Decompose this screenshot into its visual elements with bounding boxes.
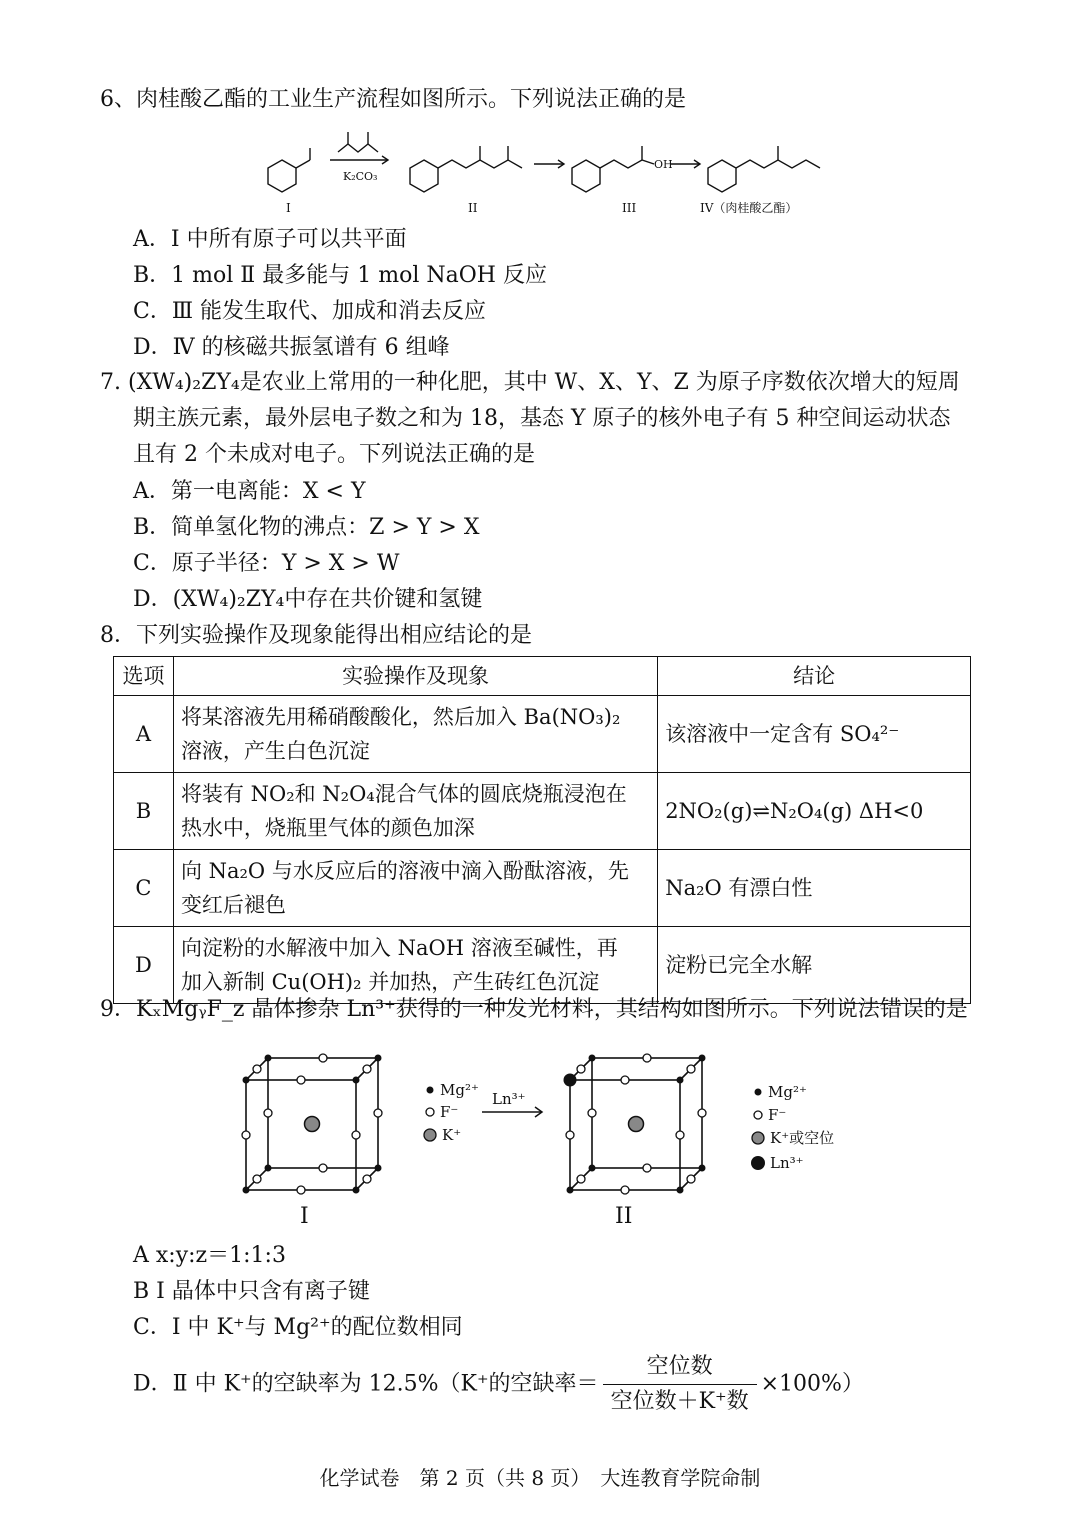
legend1-mg: Mg²⁺ (440, 1081, 479, 1099)
reagent-label: K₂CO₃ (343, 170, 378, 183)
row-operation (173, 773, 657, 850)
table-row (114, 696, 971, 773)
oh-label: OH (654, 158, 673, 171)
vacancy-fraction (603, 1352, 757, 1417)
table-row (114, 850, 971, 927)
q9-option-d-suffix: ×100%） (760, 1371, 864, 1397)
arrow-label: Ln³⁺ (492, 1090, 526, 1108)
row-option: C (114, 850, 174, 927)
q9-option-c: C．Ⅰ 中 K⁺与 Mg²⁺的配位数相同 (133, 1315, 463, 1340)
compound-label-4: IV（肉桂酸乙酯） (700, 201, 798, 215)
row-option: B (114, 773, 174, 850)
table-row (114, 927, 971, 1004)
row-conclusion: 该溶液中一定含有 SO₄²⁻ (658, 696, 971, 773)
row-option: D (114, 927, 174, 1004)
page-footer: 化学试卷 第 2 页（共 8 页） 大连教育学院命制 (319, 1466, 761, 1490)
q9-stem: 9．KₓMgᵧF_z 晶体掺杂 Ln³⁺获得的一种发光材料，其结构如图所示。下列说法错误的是 (100, 997, 968, 1022)
compound-label-1: I (286, 201, 291, 215)
operation-line: 将某溶液先用稀硝酸酸化，然后加入 Ba(NO₃)₂ (180, 705, 621, 729)
experiment-table (113, 656, 971, 1004)
operation-line: 向 Na₂O 与水反应后的溶液中滴入酚酞溶液，先 (180, 859, 629, 883)
q9-option-b: B Ⅰ 晶体中只含有离子键 (133, 1279, 370, 1304)
legend2-mg: Mg²⁺ (768, 1083, 807, 1101)
q7-option-c: C．原子半径：Y > X > W (133, 551, 400, 576)
legend1-k: K⁺ (442, 1126, 462, 1144)
row-option: A (114, 696, 174, 773)
q6-option-c: C．Ⅲ 能发生取代、加成和消去反应 (133, 299, 487, 324)
header-operation: 实验操作及现象 (173, 657, 657, 696)
legend2-k-or-vacancy: K⁺或空位 (770, 1129, 835, 1147)
q6-option-d: D．Ⅳ 的核磁共振氢谱有 6 组峰 (133, 335, 450, 360)
q9-option-d (133, 1352, 864, 1417)
legend2-f: F⁻ (768, 1106, 787, 1124)
header-option: 选项 (114, 657, 174, 696)
q7-option-b: B．简单氢化物的沸点：Z > Y > X (133, 515, 480, 540)
operation-line: 热水中，烧瓶里气体的颜色加深 (180, 816, 475, 840)
q7-stem-line-2: 期主族元素，最外层电子数之和为 18，基态 Y 原子的核外电子有 5 种空间运动状态 (133, 406, 951, 431)
fraction-numerator: 空位数 (603, 1352, 757, 1385)
q9-option-a: A x:y:z＝1:1:3 (133, 1243, 286, 1268)
q8-stem: 8．下列实验操作及现象能得出相应结论的是 (100, 623, 532, 648)
q7-stem-line-3: 且有 2 个未成对电子。下列说法正确的是 (133, 442, 535, 467)
fraction-denominator: 空位数＋K⁺数 (610, 1389, 749, 1414)
row-conclusion: 2NO₂(g)⇌N₂O₄(g) ΔH<0 (658, 773, 971, 850)
header-conclusion: 结论 (658, 657, 971, 696)
cube-label-2: II (615, 1204, 633, 1229)
cube-label-1: I (300, 1204, 309, 1229)
q7-option-d: D．(XW₄)₂ZY₄中存在共价键和氢键 (133, 587, 483, 612)
operation-line: 加入新制 Cu(OH)₂ 并加热，产生砖红色沉淀 (180, 970, 600, 994)
crystal-structure-diagram (230, 1040, 870, 1240)
row-operation (173, 696, 657, 773)
compound-label-2: II (468, 201, 478, 215)
legend2-ln: Ln³⁺ (770, 1154, 804, 1172)
q9-option-d-prefix: D．Ⅱ 中 K⁺的空缺率为 12.5%（K⁺的空缺率＝ (133, 1371, 599, 1397)
operation-line: 变红后褪色 (180, 893, 286, 917)
legend1-f: F⁻ (440, 1103, 459, 1121)
row-operation (173, 927, 657, 1004)
row-conclusion: 淀粉已完全水解 (658, 927, 971, 1004)
operation-line: 将装有 NO₂和 N₂O₄混合气体的圆底烧瓶浸泡在 (180, 782, 627, 806)
operation-line: 向淀粉的水解液中加入 NaOH 溶液至碱性，再 (180, 936, 618, 960)
q6-option-a: A．Ⅰ 中所有原子可以共平面 (133, 227, 407, 252)
operation-line: 溶液，产生白色沉淀 (180, 739, 370, 763)
q6-stem: 6、肉桂酸乙酯的工业生产流程如图所示。下列说法正确的是 (100, 87, 686, 112)
row-conclusion: Na₂O 有漂白性 (658, 850, 971, 927)
compound-label-3: III (622, 201, 637, 215)
table-row (114, 773, 971, 850)
row-operation (173, 850, 657, 927)
q7-option-a: A．第一电离能：X < Y (133, 479, 366, 504)
q6-option-b: B．1 mol Ⅱ 最多能与 1 mol NaOH 反应 (133, 263, 547, 288)
q6-reaction-diagram (250, 118, 850, 218)
q7-stem-line-1: 7. (XW₄)₂ZY₄是农业上常用的一种化肥，其中 W、X、Y、Z 为原子序数依次增大的短周 (100, 370, 960, 395)
table-header-row (114, 657, 971, 696)
